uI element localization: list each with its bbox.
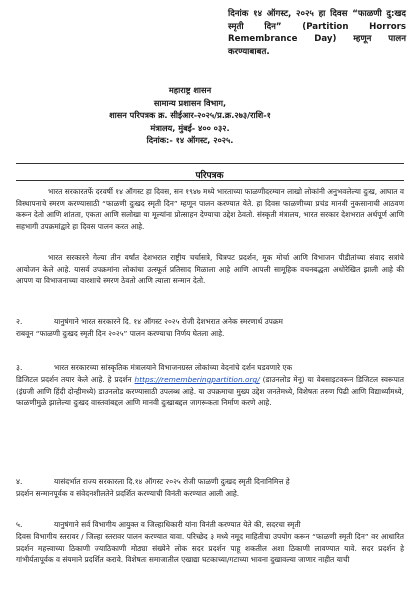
paragraph-2-first-line: यानुषंगाने भारत सरकारने दि. १४ ऑगस्ट २०२५ रोजी देशभरात अनेक स्मरणार्थ उपक्रम [54,317,283,326]
title-bottom-rule [16,180,404,181]
intro-paragraph: भारत सरकारतर्फे दरवर्षी १४ ऑगस्ट हा दिवस, सन १९४७ मध्ये भारताच्या फाळणीदरम्यान लाखो लोकांनी अनुभवलेल्या दुःख, आघात व विस्थापनाचे स्मरण करण्यासाठी “फाळणी दुःखद स्मृती दिन” म्हणून पालन करण्यात येते. हा दिवस फाळणीच्या प्रचंड मानवी नुकसानाची आठवण करून देतो आणि शांतता, एकता आणि सलोखा या मूल्यांना प्रोत्साहन देण्याचा उद्देश ठेवतो. संस्कृती मंत्रालय, भारत सरकार देशभरात अर्थपूर्ण आणि सहभागी उपक्रमांद्वारे हा दिवस पालन करत आहे. [16,187,404,231]
circular-number: शासन परिपत्रक क्र. सीईआर-२०२५/प्र.क्र.२७३/राशि-१ [109,110,271,121]
paragraph-5-body: दिवस विभागीय स्तरावर / जिल्हा स्तरावर पालन करण्यात यावा. परिच्छेद ३ मध्ये नमूद माहितीचा उपयोग करून “फाळणी स्मृती दिन” वर आधारित प्रदर्शन महत्त्वाच्या ठिकाणी ज्याठिकाणी मोठ्या संख्येने लोक सदर प्रदर्शन पाहू शकतील अशा ठिकाणी लावण्यात यावे. सदर प्रदर्शन हे गांभीर्यतापूर्वक व संयमाने प्रदर्शित करावे. विशेषतः समाजातील एखाद्या घटकाच्या/गटाच्या भावना दुखावल्या जाणार नाहीत याची [16,532,404,565]
paragraph-3-first-line: भारत सरकारच्या सांस्कृतिक मंत्रालयाने विभाजनग्रस्त लोकांच्या वेदनांचे दर्शन घडवणारे एक [54,363,293,372]
letterhead [40,84,340,147]
circular-date: दिनांक:- १४ ऑगस्ट, २०२५. [146,135,234,146]
document-title: परिपत्रक [195,171,224,181]
paragraph-2-body: राबवून “फाळणी दुःखद स्मृती दिन २०२५” पालन करण्याचा निर्णय घेतला आहे. [16,329,225,338]
government-name: महाराष्ट्र शासन [168,85,212,95]
paragraph-4-first-line: यासंदर्भात राज्य सरकारला दि.१४ ऑगस्ट २०२५ रोजी फाळणी दुःखद स्मृती दिनानिमित्त हे [54,477,290,486]
office-address: मंत्रालय, मुंबई- ४०० ०३२. [150,122,230,133]
department-name: सामान्य प्रशासन विभाग, [153,97,227,108]
remembering-partition-link[interactable]: https://rememberingpartition.org/ [134,375,260,384]
paragraph-number-5: ५. [16,520,23,529]
paragraph-3-body: डिजिटल प्रदर्शन तयार केले आहे. हे प्रदर्शन https://rememberingpartition.org/ (डाउनलोड मेनू) या वेबसाइटवरून डिजिटल स्वरूपात (इंग्रजी आणि हिंदी दोन्हीमध्ये) डाउनलोड करण्यासाठी उपलब्ध आहे. या उपक्रमाचा मुख्य उद्देश जनतेमध्ये, विशेषतः तरुण पिढी आणि विद्यार्थ्यांमध्ये, फाळणीमुळे झालेल्या दुःखद वास्तवांबद्दल आणि मानवी दुःखाबद्दल जागरूकता निर्माण करणे आहे. [16,375,404,408]
paragraph-4-body: प्रदर्शन सन्मानपूर्वक व संवेदनशीलतेने प्रदर्शित करण्याची विनंती करण्यात आली आहे. [16,489,240,498]
title-top-rule [16,163,404,164]
background-paragraph: भारत सरकारने गेल्या तीन वर्षांत देशभरात राष्ट्रीय चर्चासत्रे, चित्रपट प्रदर्शन, मूक मोर्चा आणि विभाजन पीडीतांच्या संवाद सत्रांचे आयोजन केले आहे. यासर्व उपक्रमांना लोकांचा उत्स्फूर्त प्रतिसाद मिळाला आहे आणि आपली सामूहिक वचनबद्धता अधोरेखित झाली आहे की आपण या विभाजनाच्या वारशाचे स्मरण ठेवतो आणि त्याला सन्मान देतो. [16,253,404,286]
paragraph-number-4: ४. [16,477,23,486]
subject-heading: दिनांक १४ ऑगस्ट, २०२५ हा दिवस “फाळणी दु:खद स्मृती दिन” (Partition Horrors Remembrance Day) म्हणून पालन करण्याबाबत. [228,9,406,57]
paragraph-number-2: २. [16,317,23,326]
paragraph-number-3: ३. [16,363,23,372]
paragraph-5-first-line: यानुषंगाने सर्व विभागीय आयुक्त व जिल्हाधिकारी यांना विनंती करण्यात येते की, सदरचा स्मृती [54,520,301,529]
